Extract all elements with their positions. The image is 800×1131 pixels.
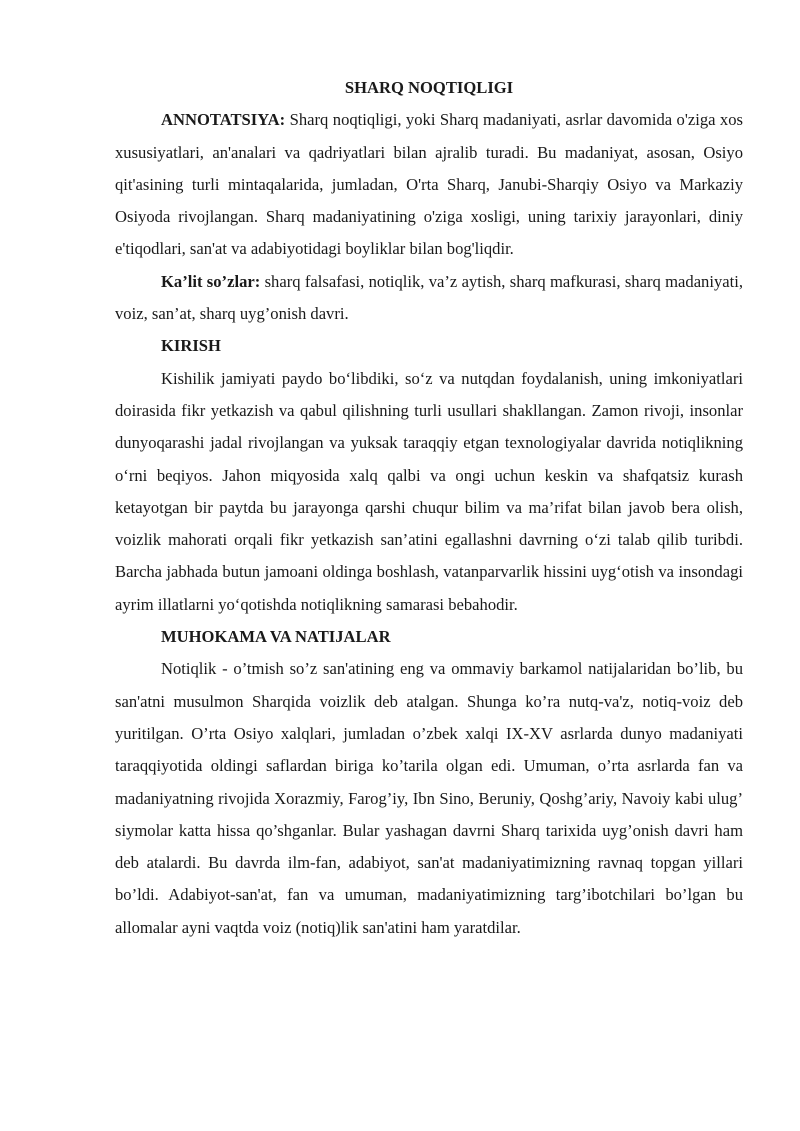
annotation-paragraph [115, 104, 743, 265]
document-page [115, 72, 743, 944]
document-title: SHARQ NOQTIQLIGI [344, 78, 514, 97]
section-heading-kirish: KIRISH [161, 336, 221, 356]
section-paragraph-muhokama: Notiqlik - o’tmish so’z san'atining eng va ommaviy barkamol natijalaridan bo’lib, bu san'atni musulmon Sharqida voizlik deb atalgan. Shunga ko’ra nutq-va'z, notiq-voiz deb yuritilgan. O’rta Osiyo xalqlari, jumladan o’zbek xalqi IX-XV asrlarda dunyo madaniyati taraqqiyotida oldingi saflardan biriga ko’tarila olgan edi. Umuman, o’rta asrlarda fan va madaniyatning rivojida Xorazmiy, Farog’iy, Ibn Sino, Beruniy, Qoshg’ariy, Navoiy kabi ulug’ siymolar katta hissa qo’shganlar. Bular yashagan davrni Sharq tarixida uyg’onish davri ham deb atalardi. Bu davrda ilm-fan, adabiyot, san'at madaniyatimizning ravnaq topgan yillari bo’ldi. Adabiyot-san'at, fan va umuman, madaniyatimizning targ’ibotchilari bo’lgan bu allomalar ayni vaqtda voiz (notiq)lik san'atini ham yaratdilar. [115, 659, 743, 937]
keywords-label: Ka’lit so’zlar: [161, 271, 261, 291]
annotation-text: Sharq noqtiqligi, yoki Sharq madaniyati, asrlar davomida o'ziga xos xususiyatlari, an'analari va qadriyatlari bilan ajralib turadi. Bu madaniyat, asosan, Osiyo qit'asining turli mintaqalarida, jumladan, O'rta Sharq, Janubi-Sharqiy Osiyo va Markaziy Osiyoda rivojlangan. Sharq madaniyatining o'ziga xosligi, uning tarixiy jarayonlari, diniy e'tiqodlari, san'at va adabiyotidagi boyliklar bilan bog'liqdir. [115, 110, 743, 259]
section-paragraph-kirish: Kishilik jamiyati paydo bo‘libdiki, so‘z va nutqdan foydalanish, uning imkoniyatlari doirasida fikr yetkazish va qabul qilishning turli usullari shakllangan. Zamon rivoji, insonlar dunyoqarashi jadal rivojlangan va yuksak taraqqiy etgan texnologiyalar davrida notiqlikning o‘rni beqiyos. Jahon miqyosida xalq qalbi va ongi uchun keskin va shafqatsiz kurash ketayotgan bir paytda bu jarayonga qarshi chuqur bilim va ma’rifat bilan javob bera olish, voizlik mahorati orqali fikr yetkazish san’atini egallashni davrning o‘zi talab qilib turibdi. Barcha jabhada butun jamoani oldinga boshlash, vatanparvarlik hissini uyg‘otish va insondagi ayrim illatlarni yo‘qotishda notiqlikning samarasi bebahodir. [115, 368, 743, 614]
keywords-text: sharq falsafasi, notiqlik, va’z aytish, sharq mafkurasi, sharq madaniyati, voiz, san’at, sharq uyg’onish davri. [115, 271, 743, 324]
annotation-label: ANNOTATSIYA: [161, 110, 286, 130]
section-heading-muhokama: MUHOKAMA VA NATIJALAR [161, 627, 391, 647]
keywords-paragraph [115, 266, 743, 331]
